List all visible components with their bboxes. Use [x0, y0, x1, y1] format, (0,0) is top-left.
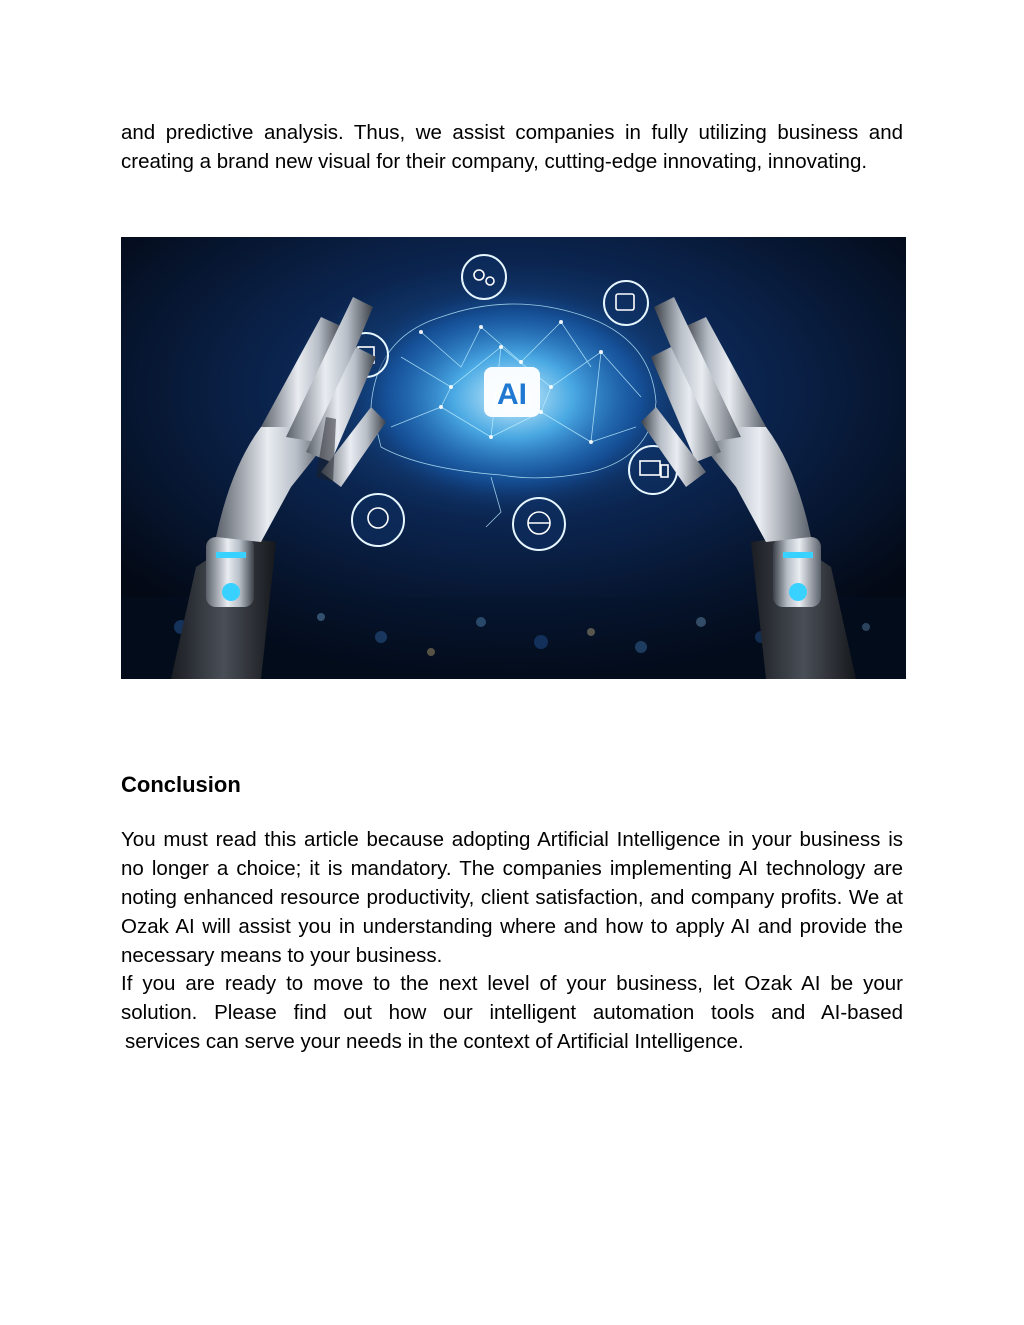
globe-icon	[513, 498, 565, 550]
ai-badge	[484, 367, 540, 417]
conclusion-heading: Conclusion	[121, 772, 241, 797]
call-to-action-paragraph	[121, 969, 903, 1056]
svg-text:AI: AI	[497, 378, 527, 411]
call-to-action-line: If you are ready to move to the next level of your business, let Ozak AI be your solution. Please find out how our intelligent automation tools and AI-based	[121, 972, 903, 1024]
conclusion-paragraph: You must read this article because adopting Artificial Intelligence in your business is no longer a choice; it is mandatory. The companies implementing AI technology are noting enhanced resource productivity, client satisfaction, and company profits. We at Ozak AI will assist you in understanding where and how to apply AI and provide the necessary means to your business.	[121, 828, 903, 967]
ai-robot-hands-image	[121, 237, 906, 679]
intro-paragraph: and predictive analysis. Thus, we assist companies in fully utilizing business and creating a brand new visual for their company, cutting-edge innovating, innovating.	[121, 121, 903, 173]
analytics-icon	[604, 281, 648, 325]
head-gear-icon	[352, 494, 404, 546]
call-to-action-line: services can serve your needs in the context of Artificial Intelligence.	[125, 1030, 744, 1053]
